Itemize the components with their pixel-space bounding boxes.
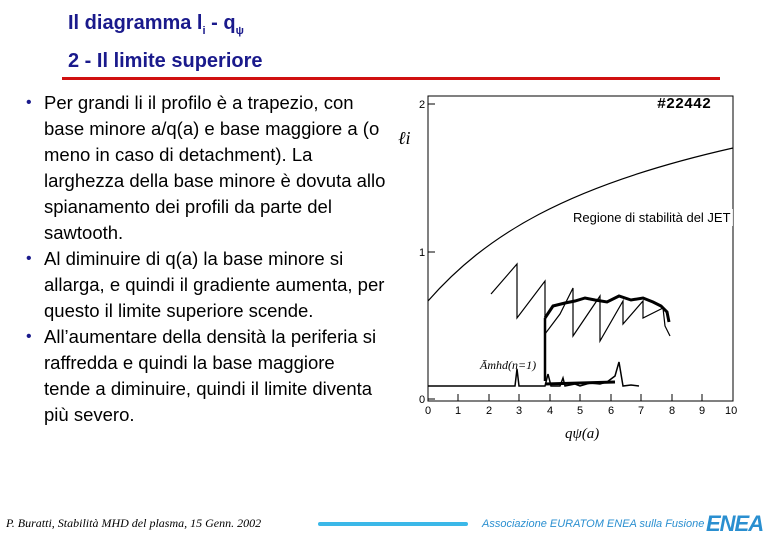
y-tick-2: 2 <box>419 99 426 111</box>
x-tick: 2 <box>486 405 493 417</box>
stability-boundary-trace <box>545 296 669 322</box>
y-axis-label: ℓi <box>398 128 411 148</box>
footer-citation: P. Buratti, Stabilità MHD del plasma, 15 Genn. 2002 <box>6 516 262 530</box>
title-line-2: 2 - Il limite superiore <box>68 50 263 72</box>
footer-accent-bar <box>318 522 468 526</box>
y-tick-0: 0 <box>419 394 426 406</box>
bullet-list <box>24 90 386 428</box>
x-tick: 3 <box>516 405 523 417</box>
stability-region-label: Regione di stabilità del JET <box>573 209 733 226</box>
mhd-lower-thick <box>545 382 615 384</box>
title-line-1: Il diagramma $l_i - q_\psi$ <box>68 12 244 37</box>
bullet-item: • All’aumentare della densità la periferia si raffredda e quindi la base maggiore tende a diminuire, quindi il limite diventa più severo. <box>24 324 386 428</box>
x-tick: 5 <box>577 405 584 417</box>
li-q-diagram <box>395 86 740 446</box>
slide-title <box>68 8 628 76</box>
x-tick: 0 <box>425 405 432 417</box>
x-tick: 4 <box>547 405 554 417</box>
x-tick: 6 <box>608 405 615 417</box>
plot-frame <box>428 96 733 401</box>
x-tick-marks <box>428 394 733 401</box>
x-tick: 7 <box>638 405 645 417</box>
x-tick: 9 <box>699 405 706 417</box>
sawtooth-trace <box>491 264 670 341</box>
y-tick-1: 1 <box>419 247 426 259</box>
bullet-item: • Al diminuire di q(a) la base minore si allarga, e quindi il gradiente aumenta, per questo il limite superiore scende. <box>24 246 386 324</box>
x-tick: 10 <box>725 405 738 417</box>
shot-number-label: #22442 <box>657 96 712 113</box>
title-divider <box>62 77 720 80</box>
x-tick: 1 <box>455 405 462 417</box>
x-axis-label: qψ(a) <box>565 426 600 442</box>
x-tick: 8 <box>669 405 676 417</box>
enea-logo: ENEA <box>706 511 764 536</box>
bullet-item: • Per grandi li il profilo è a trapezio, con base minore a/q(a) e base maggiore a (o meno in caso di detachment). La larghezza della base minore è dovuta allo spianamento dei profili da parte del sawtooth. <box>24 90 386 246</box>
curve-label: Āmhd(n=1) <box>480 358 537 372</box>
x-tick-labels <box>425 405 737 417</box>
footer-association: Associazione EURATOM ENEA sulla Fusione <box>482 518 705 530</box>
